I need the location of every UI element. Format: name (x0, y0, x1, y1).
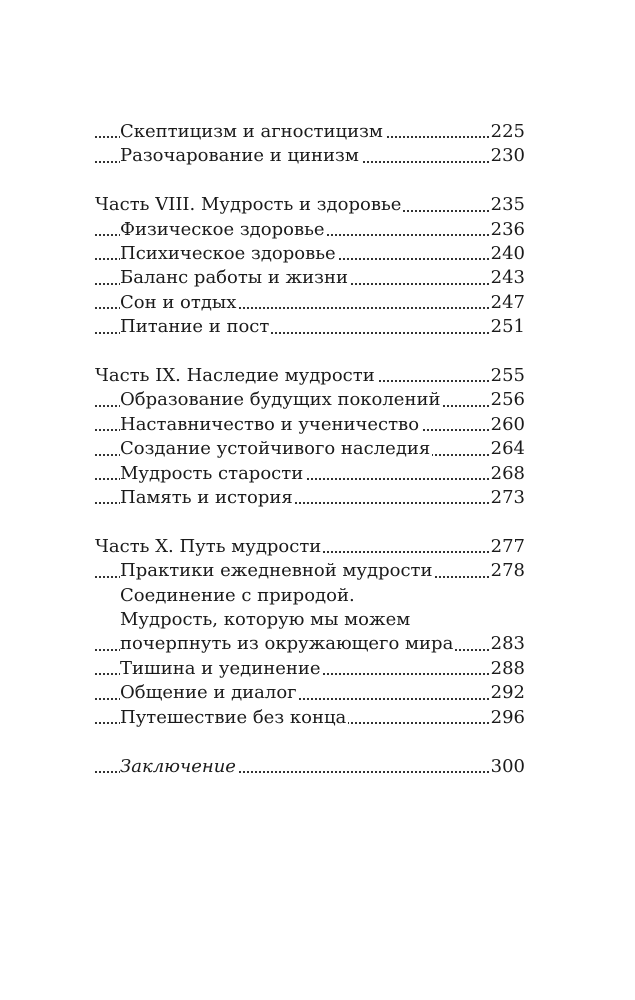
toc-entry-title-line: Мудрость, которую мы можем (120, 609, 411, 631)
toc-entry[interactable] (95, 242, 525, 266)
toc-entry[interactable] (95, 657, 525, 681)
toc-part-heading[interactable] (95, 193, 525, 217)
toc-entry-title: Создание устойчивого наследия (120, 438, 431, 460)
toc-part-title: Часть VIII. Мудрость и здоровье (95, 194, 402, 216)
toc-entry-page: 283 (489, 632, 525, 656)
toc-entry-title-line: Соединение с природой. (120, 584, 355, 606)
toc-entry[interactable] (95, 681, 525, 705)
toc-entry[interactable] (95, 437, 525, 461)
toc-entry-title: Практики ежедневной мудрости (120, 560, 433, 582)
toc-entry-title: Сон и отдых (120, 291, 237, 313)
toc-entry-page: 240 (489, 242, 525, 266)
toc-entry-page: 288 (489, 657, 525, 681)
toc-entry-title: Баланс работы и жизни (120, 267, 348, 289)
toc-entry-page: 256 (489, 388, 525, 412)
toc-part-title: Часть X. Путь мудрости (95, 535, 322, 557)
toc-entry-page: 260 (489, 413, 525, 437)
toc-part-page: 235 (489, 193, 525, 217)
toc-part-heading[interactable] (95, 535, 525, 559)
toc-entry-page: 243 (489, 266, 525, 290)
toc-entry[interactable] (95, 315, 525, 339)
toc-entry-title: Путешествие без конца (120, 706, 347, 728)
toc-entry-title: Память и история (120, 487, 293, 509)
toc-entry-title: Мудрость старости (120, 462, 304, 484)
toc-entry-page: 251 (489, 315, 525, 339)
toc-entry-page: 230 (489, 144, 525, 168)
toc-entry[interactable] (95, 632, 525, 656)
table-of-contents (95, 120, 525, 779)
toc-entry[interactable] (95, 413, 525, 437)
toc-entry-title: Физическое здоровье (120, 218, 325, 240)
toc-entry-title: почерпнуть из окружающего мира (120, 633, 454, 655)
toc-entry-title: Образование будущих поколений (120, 389, 441, 411)
toc-entry-page: 236 (489, 218, 525, 242)
toc-entry[interactable] (95, 462, 525, 486)
toc-conclusion-title: Заключение (120, 755, 236, 777)
toc-entry-page: 292 (489, 681, 525, 705)
toc-entry-page: 264 (489, 437, 525, 461)
toc-entry-page: 273 (489, 486, 525, 510)
toc-part-heading[interactable] (95, 364, 525, 388)
toc-entry-title: Общение и диалог (120, 682, 297, 704)
toc-entry-page: 296 (489, 706, 525, 730)
toc-conclusion[interactable] (95, 755, 525, 779)
toc-part-title: Часть IX. Наследие мудрости (95, 365, 375, 387)
toc-entry[interactable] (95, 144, 525, 168)
toc-entry[interactable] (95, 486, 525, 510)
toc-entry[interactable] (95, 706, 525, 730)
toc-entry-page: 268 (489, 462, 525, 486)
toc-conclusion-page: 300 (489, 755, 525, 779)
toc-entry-page: 278 (489, 559, 525, 583)
toc-entry-title: Питание и пост (120, 316, 270, 338)
toc-entry-title: Скептицизм и агностицизм (120, 121, 383, 142)
toc-entry[interactable] (95, 120, 525, 144)
toc-entry-page: 225 (489, 120, 525, 144)
toc-part-page: 277 (489, 535, 525, 559)
toc-entry-page: 247 (489, 291, 525, 315)
toc-entry-title: Разочарование и цинизм (120, 145, 359, 167)
toc-entry[interactable] (95, 388, 525, 412)
toc-entry-title: Тишина и уединение (120, 657, 321, 679)
toc-entry[interactable] (95, 266, 525, 290)
toc-entry[interactable] (95, 559, 525, 583)
toc-entry-title: Наставничество и ученичество (120, 413, 420, 435)
toc-part-page: 255 (489, 364, 525, 388)
toc-entry[interactable] (95, 218, 525, 242)
toc-entry-title: Психическое здоровье (120, 243, 336, 265)
toc-entry[interactable] (95, 291, 525, 315)
